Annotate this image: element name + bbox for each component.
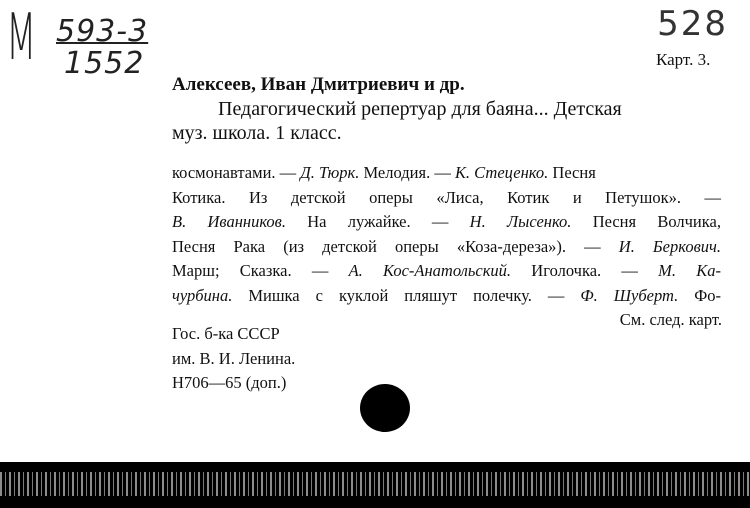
author-heading: Алексеев, Иван Дмитриевич и др. xyxy=(172,74,465,95)
punch-hole xyxy=(360,384,410,432)
library-line-3: Н706—65 (доп.) xyxy=(172,373,287,392)
library-line-1: Гос. б-ка СССР xyxy=(172,324,280,343)
composer-name: Ф. Шуберт. xyxy=(580,286,679,305)
handwritten-call-number-top: 593-3 xyxy=(56,14,149,49)
contents-line-3: В. Иванников. На лужайке. — Н. Лысенко. Песня Волчика, xyxy=(172,212,721,231)
contents-line-2: Котика. Из детской оперы «Лиса, Котик и Петушок». — xyxy=(172,188,721,207)
composer-name: В. Иванников. xyxy=(172,212,286,231)
composer-name: Н. Лысенко. xyxy=(469,212,572,231)
composer-name: К. Стеценко. xyxy=(454,163,549,182)
contents-line-5: Марш; Сказка. — А. Кос-Анатольский. Иголочка. — М. Ка- xyxy=(172,261,721,280)
contents-line-1: космонавтами. — Д. Тюрк. Мелодия. — К. Стеценко. Песня xyxy=(172,163,596,182)
contents-line-6: чурбина. Мишка с куклой пляшут полечку. — Ф. Шуберт. Фо- xyxy=(172,286,722,305)
handwritten-corner-number: 528 xyxy=(657,4,728,44)
library-line-2: им. В. И. Ленина. xyxy=(172,349,296,368)
handwritten-mark: М xyxy=(6,1,37,75)
composer-name: Д. Тюрк. xyxy=(300,163,360,182)
scan-noise-strip xyxy=(0,472,750,496)
composer-name: М. Ка- xyxy=(658,261,721,280)
contents-line-4: Песня Рака (из детской оперы «Коза-дереза»). — И. Беркович. xyxy=(172,237,721,256)
title-line-1: Педагогический репертуар для баяна... Детская xyxy=(218,98,622,120)
title-line-2: муз. школа. 1 класс. xyxy=(172,122,342,144)
card-number: Карт. 3. xyxy=(656,50,711,69)
see-next-card: См. след. карт. xyxy=(619,310,722,329)
composer-name: чурбина. xyxy=(172,286,233,305)
composer-name: А. Кос-Анатольский. xyxy=(348,261,512,280)
composer-name: И. Беркович. xyxy=(618,237,721,256)
handwritten-call-number-bottom: 1552 xyxy=(64,46,145,81)
